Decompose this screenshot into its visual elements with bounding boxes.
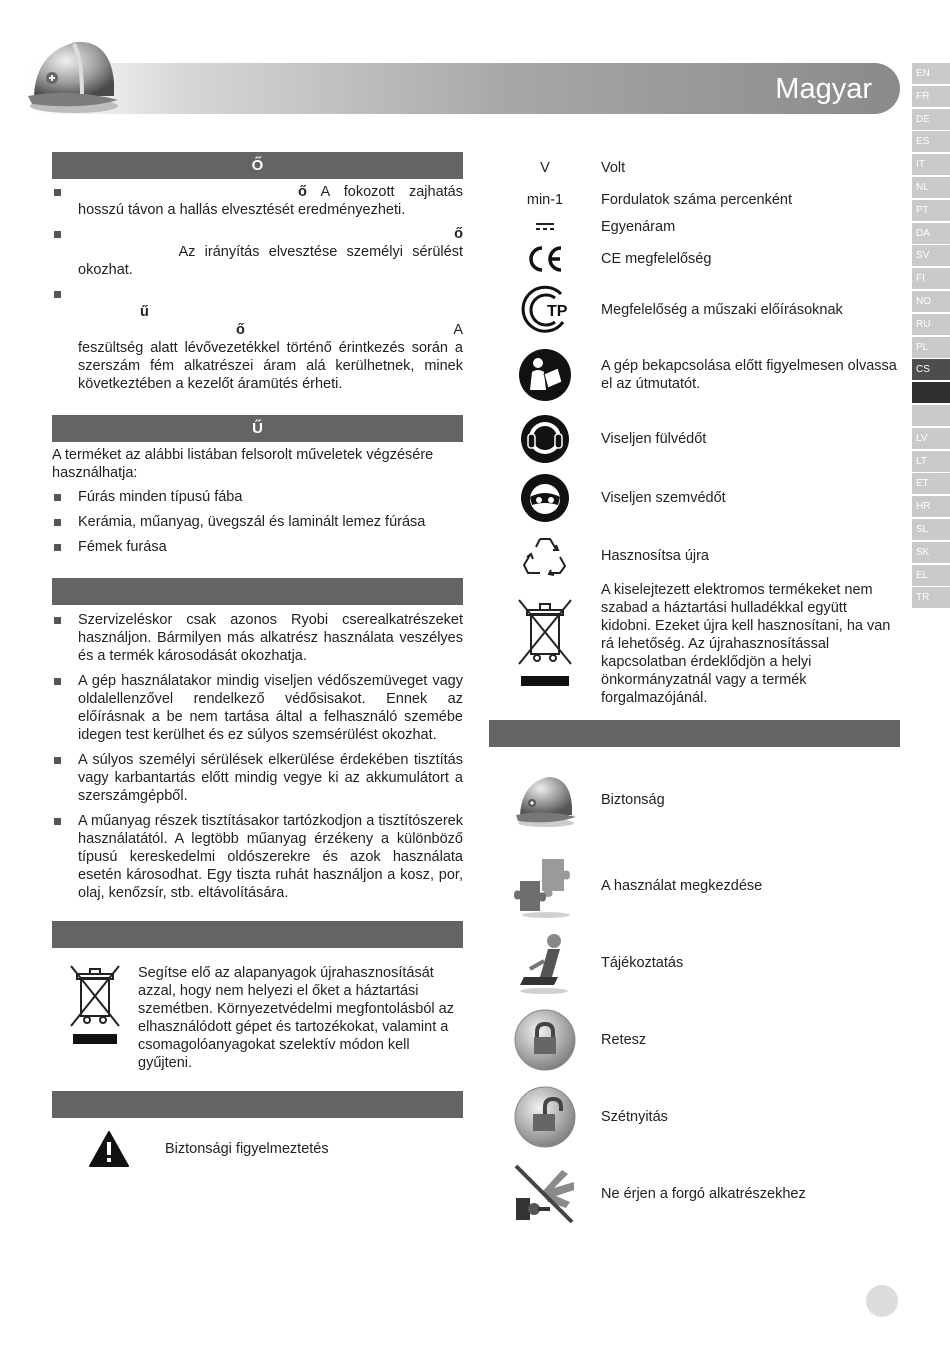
language-tab-cs[interactable]: CS [912, 359, 950, 380]
symbol-description: Viseljen szemvédőt [601, 490, 726, 506]
page-number-dot [866, 1285, 898, 1317]
language-tab-ru[interactable]: RU [912, 314, 950, 335]
no-touch-rotating-icon [489, 1162, 601, 1226]
helmet-logo-icon [22, 30, 122, 116]
list-item: A súlyos személyi sérülések elkerülése érdekében tisztítás vagy karbantartás előtt mindig vegye ki az akkumulátort a szerszámgépből. [52, 751, 463, 805]
pictogram-label: Ne érjen a forgó alkatrészekhez [601, 1185, 806, 1202]
language-tab-lt[interactable]: LT [912, 451, 950, 472]
language-tab-fr[interactable]: FR [912, 86, 950, 107]
symbol-label: V [540, 160, 550, 176]
lock-open-icon [489, 1085, 601, 1149]
read-manual-icon [489, 348, 601, 402]
symbol-row [489, 184, 900, 216]
list-item: A gép használatakor mindig viseljen védőszemüveget vagy oldalellenzővel rendelkező védősisakot. Ennek az előírásnak a be nem tartása által a felhasználó szemébe idegen test kerülhet és ez súlyos szemsérülést okozhat. [52, 672, 463, 744]
language-tab[interactable] [912, 405, 950, 426]
weee-bin-icon [67, 964, 123, 1048]
language-tab-pt[interactable]: PT [912, 200, 950, 221]
language-tab-et[interactable]: ET [912, 473, 950, 494]
language-tab-no[interactable]: NO [912, 291, 950, 312]
helmet-icon [489, 771, 601, 829]
pictogram-row [489, 1155, 900, 1232]
symbol-row [489, 410, 900, 468]
symbol-description: Hasznosítsa újra [601, 548, 709, 564]
symbol-description: A kiselejtezett elektromos termékeket nem szabad a háztartási hulladékkal együtt kidobni. Ezeket újra kell hasznosítani, ha van rá lehetőség. Az újrahasznosítással kapcsolatban érdeklődjön a helyi önkormányzatnál vagy a termék forgalmazójánál. [601, 582, 891, 706]
eye-protection-icon [489, 473, 601, 523]
pictogram-row [489, 767, 900, 833]
ce-mark-icon [489, 244, 601, 274]
maintenance-list [52, 611, 463, 902]
symbol-row [489, 340, 900, 410]
language-tab-de[interactable]: DE [912, 109, 950, 130]
pictogram-row [489, 1078, 900, 1155]
gost-mark-icon [489, 284, 601, 336]
symbol-description: Fordulatok száma percenként [601, 192, 793, 208]
language-tab-it[interactable]: IT [912, 154, 950, 175]
list-item: Kerámia, műanyag, üvegszál és laminált lemez fúrása [52, 513, 463, 531]
weee-bin-icon [489, 598, 601, 690]
section-heading-noise: Ő [52, 152, 463, 179]
language-tab-da[interactable]: DA [912, 223, 950, 244]
list-item: Fémek furása [52, 538, 463, 556]
safety-warnings-list [52, 183, 463, 393]
pictogram-label: Szétnyitás [601, 1108, 668, 1125]
symbol-description: Egyenáram [601, 219, 676, 235]
symbols-list [489, 152, 900, 704]
language-tab-es[interactable]: ES [912, 131, 950, 152]
language-tabs [912, 63, 950, 610]
language-tab[interactable] [912, 382, 950, 403]
warning-text: Biztonsági figyelmeztetés [165, 1141, 329, 1157]
page-title: Magyar [775, 73, 872, 105]
language-tab-nl[interactable]: NL [912, 177, 950, 198]
symbol-row [489, 280, 900, 340]
language-tab-el[interactable]: EL [912, 565, 950, 586]
list-item: ő Az irányítás elvesztése személyi sérülést okozhat. [52, 225, 463, 279]
symbol-row [489, 528, 900, 584]
lock-closed-icon [489, 1008, 601, 1072]
pictogram-row [489, 1001, 900, 1078]
symbol-description: A gép bekapcsolása előtt figyelmesen olvassa el az útmutatót. [601, 358, 897, 392]
symbol-row [489, 468, 900, 528]
language-tab-fi[interactable]: FI [912, 268, 950, 289]
puzzle-icon [489, 853, 601, 919]
symbol-row [489, 584, 900, 704]
section-heading-maintenance [52, 578, 463, 605]
section-heading-environment [52, 921, 463, 948]
symbol-description: Volt [601, 160, 626, 176]
list-item: Fúrás minden típusú fába [52, 488, 463, 506]
header-bar [28, 63, 900, 114]
language-tab-hr[interactable]: HR [912, 496, 950, 517]
pictogram-label: Retesz [601, 1031, 647, 1048]
pictograms-list [489, 767, 900, 1232]
list-item: Szervizeléskor csak azonos Ryobi cserealkatrészeket használjon. Bármilyen más alkatrész használata veszélyes és a termék károsodását okozhatja. [52, 611, 463, 665]
pictogram-row [489, 847, 900, 924]
right-column [489, 152, 900, 1232]
warning-triangle-icon [88, 1130, 130, 1168]
pictogram-label: A használat megkezdése [601, 877, 763, 894]
dc-current-icon [489, 222, 601, 232]
symbol-row [489, 238, 900, 280]
language-tab-sk[interactable]: SK [912, 542, 950, 563]
svg-text:TP: TP [547, 303, 568, 320]
symbol-row [489, 152, 900, 184]
symbol-row [489, 216, 900, 238]
symbol-description: Megfelelőség a műszaki előírásoknak [601, 302, 843, 318]
warning-row [52, 1130, 463, 1168]
left-column [52, 152, 463, 1168]
list-item: A műanyag részek tisztításakor tartózkodjon a tisztítószerek használatától. A legtöbb műanyag érzékeny a különböző típusú kereskedelmi oldószerekre és azok használata esetén károsodhat. Egy tiszta ruhát használjon a kosz, por, olaj, kenőzsír, stb. eltávolítására. [52, 812, 463, 902]
info-figure-icon [489, 931, 601, 995]
symbol-label: min-1 [526, 192, 564, 208]
intended-use-intro: A terméket az alábbi listában felsorolt műveletek végzésére használhatja: [52, 447, 434, 481]
pictogram-label: Biztonság [601, 792, 665, 808]
language-tab-sv[interactable]: SV [912, 245, 950, 266]
section-heading-symbols [52, 1091, 463, 1118]
recycle-icon [489, 533, 601, 579]
language-tab-sl[interactable]: SL [912, 519, 950, 540]
language-tab-pl[interactable]: PL [912, 337, 950, 358]
ear-protection-icon [489, 414, 601, 464]
environment-block [52, 964, 463, 1072]
list-item: ű ő A feszültség alatt lévővezetékkel történő érintkezés során a szerszám fém alkatrészei áram alá kerülhetnek, minek következtében a kezelőt áramütés érheti. [52, 285, 463, 393]
section-heading-pictograms [489, 720, 900, 747]
list-item: ő A fokozott zajhatás hosszú távon a hallás elvesztését eredményezheti. [52, 183, 463, 219]
language-tab-tr[interactable]: TR [912, 587, 950, 608]
pictogram-row [489, 924, 900, 1001]
environment-text: Segítse elő az alapanyagok újrahasznosítását azzal, hogy nem helyezi el őket a háztartási szemétben. Környezetvédelmi megfontolásból az elhasználódott gépet és tartozékokat, valamint a csomagolóanyagokat szelektív módon kell gyűjteni. [138, 965, 454, 1071]
section-heading-intended-use: Ű [52, 415, 463, 442]
symbol-description: Viseljen fülvédőt [601, 431, 707, 447]
intended-use-list [52, 488, 463, 556]
language-tab-lv[interactable]: LV [912, 428, 950, 449]
pictogram-label: Tájékoztatás [601, 954, 684, 971]
language-tab-en[interactable]: EN [912, 63, 950, 84]
symbol-description: CE megfelelőség [601, 251, 712, 267]
